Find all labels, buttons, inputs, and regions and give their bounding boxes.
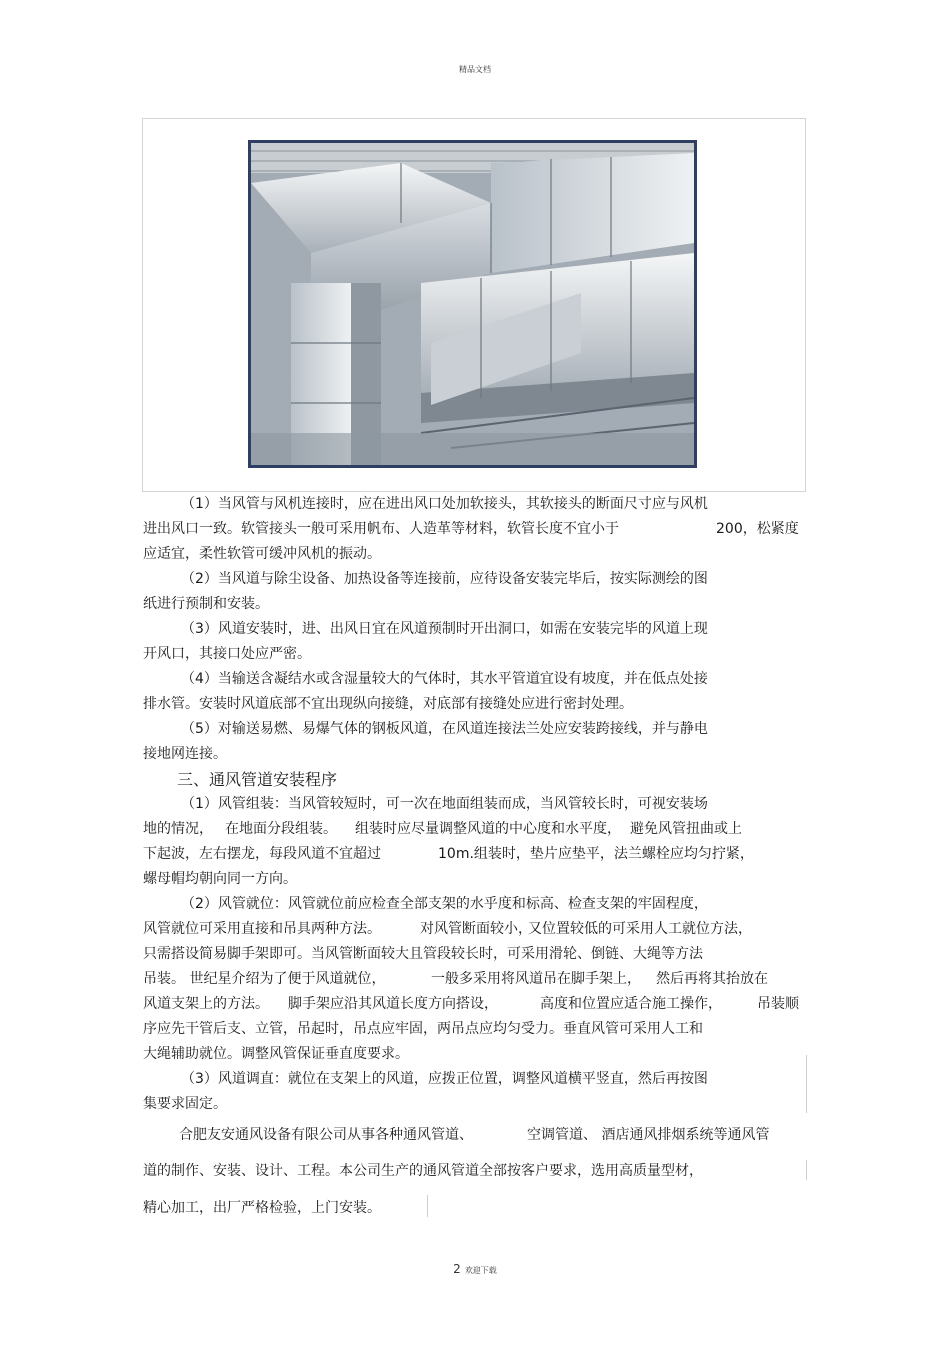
text-segment: （5）对输送易燃、易爆气体的钢板风道，在风道连接法兰处应安装跨接线，并与静电 [181,721,708,737]
text-segment: 组装时应尽量调整风道的中心度和水平度， [355,821,621,837]
text-segment: 对风管断面较小， [420,921,532,937]
text-segment: 合肥友安通风设备有限公司从事各种通风管道、 [179,1127,473,1143]
procedure-line [143,967,807,992]
paragraph-line [143,517,807,542]
text-segment: 应适宜，柔性软管可缓冲风机的振动。 [143,546,381,562]
text-segment: 开风口，其接口处应严密。 [143,646,311,662]
text-segment: 精心加工，出厂严格检验，上门安装。 [143,1200,381,1216]
text-segment: 在地面分段组装。 [225,821,337,837]
text-segment: 下起波，左右摆龙，每段风道不宜超过 [143,846,381,862]
text-segment: 一般多采用将风道吊在脚手架上， [431,971,641,987]
page-footer [0,1262,950,1276]
page-header: 精品文档 [459,65,491,74]
procedure-line [143,817,807,842]
text-segment: （2）当风道与除尘设备、加热设备等连接前，应待设备安装完毕后，按实际测绘的图 [181,571,708,587]
text-segment: 排水管。安装时风道底部不宜出现纵向接缝，对底部有接缝处应进行密封处理。 [143,696,633,712]
text-segment: 高度和位置应适合施工操作， [540,996,722,1012]
right-rule-short [427,1195,428,1217]
paragraph-line [143,617,807,642]
text-segment: 10m.组装时，垫片应垫平，法兰螺栓应均匀拧紧， [438,846,754,862]
procedure-line [143,892,807,917]
text-segment: 道的制作、安装、设计、工程。本公司生产的通风管道全部按客户要求，选用高质量型材， [143,1163,703,1179]
text-segment: 避免风管扭曲或上 [630,821,742,837]
text-segment: 大绳辅助就位。调整风管保证垂直度要求。 [143,1046,409,1062]
procedure-line [143,1017,807,1042]
text-segment: （2）风管就位：风管就位前应检查全部支架的水乎度和标高、检查支架的牢固程度， [181,896,708,912]
text-segment: （3）风道调直：就位在支架上的风道，应拨正位置，调整风道横平竖直，然后再按图 [181,1071,708,1087]
procedure-line [143,917,807,942]
procedure-line [143,942,807,967]
procedure-line [143,842,807,867]
paragraph-line [143,542,807,567]
text-segment: 进出风口一致。软管接头一般可采用帆布、人造革等材料，软管长度不宜小于 [143,521,619,537]
text-segment: 序应先干管后支、立管，吊起时，吊点应牢固，两吊点应均匀受力。垂直风管可采用人工和 [143,1021,703,1037]
paragraph-line [143,717,807,742]
footer-text: 欢迎下载 [464,1266,497,1275]
text-segment: （4）当输送含凝结水或含湿量较大的气体时，其水平管道宜设有坡度，并在低点处接 [181,671,708,687]
section-heading: 三、通风管道安装程序 [177,770,338,789]
paragraph-line [143,692,807,717]
text-segment: 只需搭设简易脚手架即可。当风管断面较大且管段较长时，可采用滑轮、倒链、大绳等方法 [143,946,703,962]
text-segment: 集要求固定。 [143,1096,227,1112]
duct-illustration [251,143,694,465]
page-number: 2 [453,1262,461,1276]
paragraph-line [143,742,807,767]
procedure-line [143,1067,807,1092]
text-segment: 吊装。 世纪星介绍为了便于风道就位， [143,971,386,987]
text-segment: 然后再将其抬放在 [656,971,768,987]
procedure-line [143,992,807,1017]
paragraph-line [143,667,807,692]
paragraph-line [143,592,807,617]
procedure-line [143,792,807,817]
text-segment: 螺母帽均朝向同一方向。 [143,871,297,887]
paragraph-line [143,642,807,667]
text-segment: 吊装顺 [757,996,799,1012]
text-segment: （1）风管组装：当风管较短时，可一次在地面组装而成，当风管较长时，可视安装场 [181,796,708,812]
text-segment: 风道支架上的方法。 [143,996,269,1012]
duct-photo [248,140,697,468]
text-segment: 接地网连接。 [143,746,227,762]
text-segment: 纸进行预制和安装。 [143,596,269,612]
paragraph-line [143,492,807,517]
text-segment: （1）当风管与风机连接时，应在进出风口处加软接头，其软接头的断面尺寸应与风机 [181,496,708,512]
document-body [143,492,807,1117]
procedure-line [143,867,807,892]
right-rule [806,1055,807,1113]
right-rule-lower [806,1160,807,1180]
text-segment: 空调管道、 酒店通风排烟系统等通风管 [527,1127,770,1143]
text-segment: 风管就位可采用直接和吊具两种方法。 [143,921,381,937]
procedure-line [143,1042,807,1067]
text-segment: 又位置较低的可采用人工就位方法， [528,921,752,937]
procedure-line [143,1092,807,1117]
text-segment: （3）风道安装时，进、出风日宜在风道预制时开出洞口，如需在安装完毕的风道上现 [181,621,708,637]
text-segment: 脚手架应沿其风道长度方向搭设， [288,996,498,1012]
text-segment: 200，松紧度 [716,521,799,537]
text-segment: 地的情况， [143,821,213,837]
paragraph-line [143,567,807,592]
